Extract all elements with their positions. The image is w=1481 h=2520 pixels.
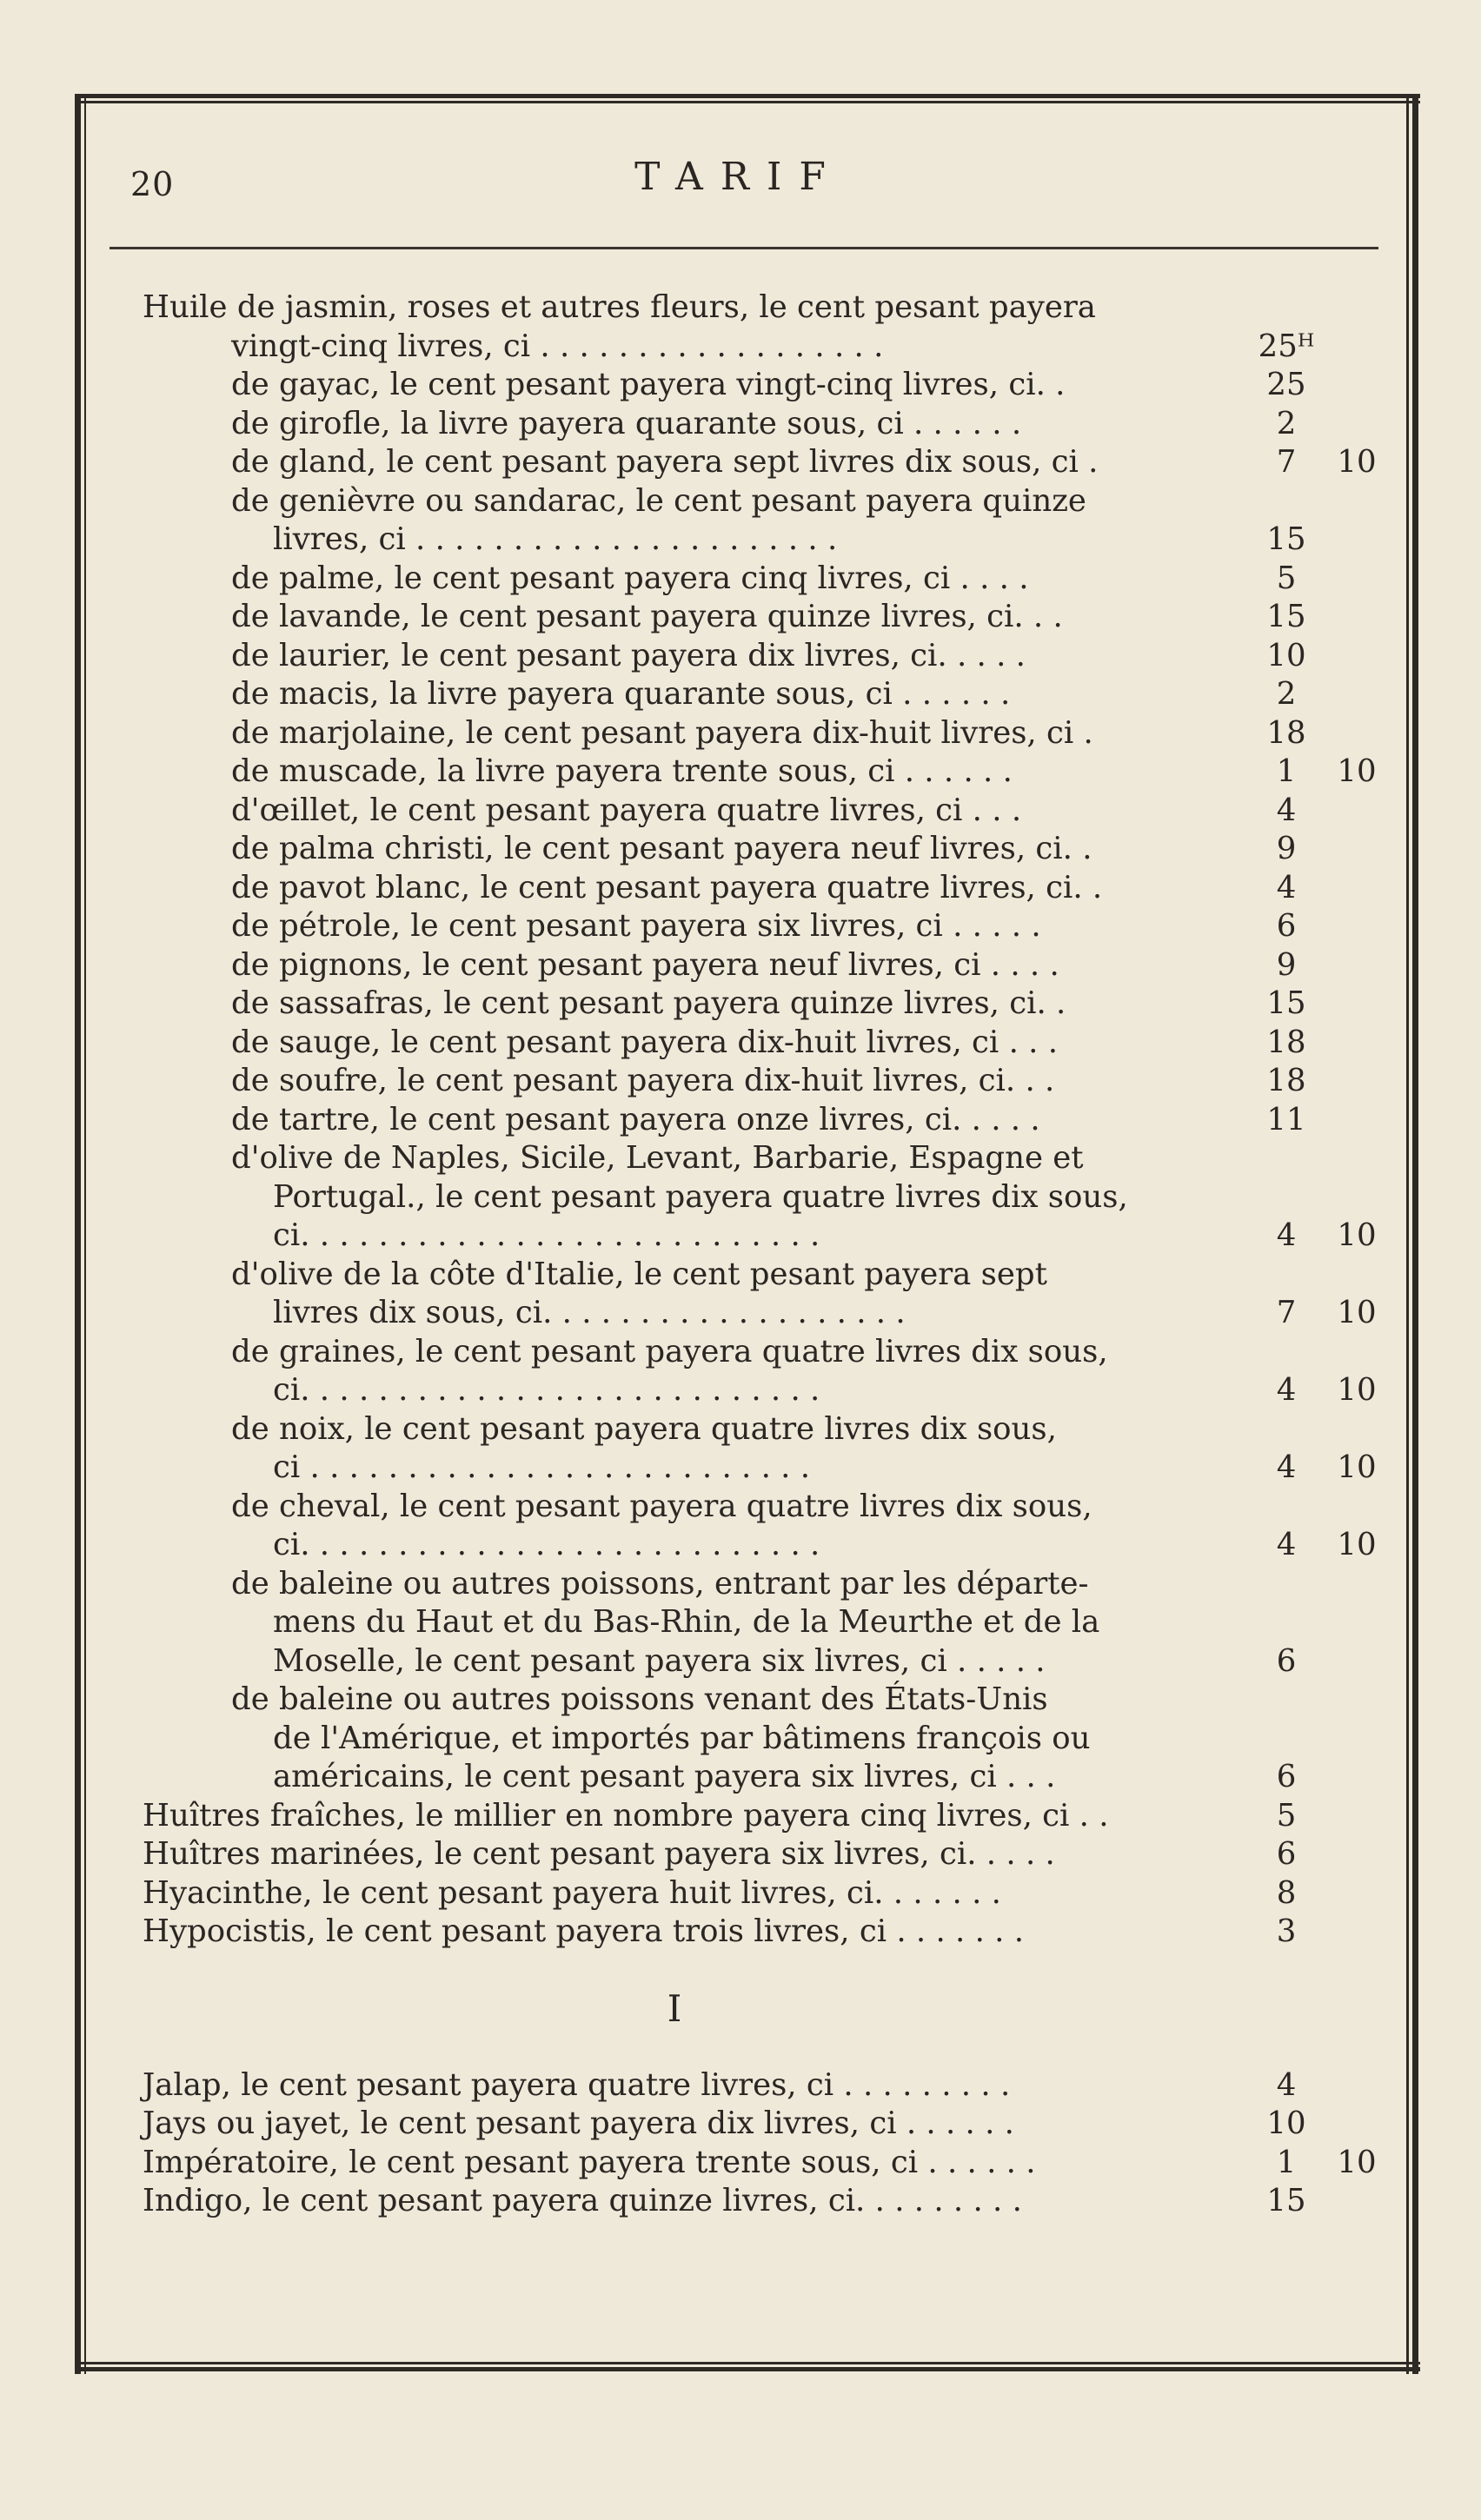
- tariff-entry: [118, 482, 1396, 560]
- tariff-entry: [118, 1681, 1396, 1797]
- price-livres: 4: [1276, 869, 1297, 905]
- entry-text-line: ci. . . . . . . . . . . . . . . . . . . . . . . . . . .: [273, 1372, 820, 1408]
- price-livres: 4: [1276, 1217, 1297, 1253]
- entry-text-line: Indigo, le cent pesant payera quinze livres, ci. . . . . . . . .: [143, 2183, 1022, 2218]
- price-livres: 8: [1276, 1874, 1297, 1911]
- tariff-entry: [118, 1256, 1396, 1333]
- entry-text-line: Hyacinthe, le cent pesant payera huit livres, ci. . . . . . .: [143, 1874, 1001, 1911]
- entry-text-line: de soufre, le cent pesant payera dix-huit livres, ci. . .: [231, 1063, 1055, 1098]
- entry-text-line: de baleine ou autres poissons venant des États-Unis: [231, 1681, 1048, 1717]
- price-livres: 9: [1276, 831, 1297, 866]
- tariff-entry: [118, 869, 1396, 908]
- tariff-entry: [118, 598, 1396, 637]
- entry-text-line: ci . . . . . . . . . . . . . . . . . . . . . . . . . .: [273, 1449, 811, 1485]
- entry-text-line: de baleine ou autres poissons, entrant par les départe-: [231, 1565, 1089, 1602]
- tariff-entry: [118, 443, 1396, 482]
- price-sous: 10: [1337, 1449, 1377, 1485]
- price-livres: 15: [1266, 599, 1306, 634]
- entry-text-line: américains, le cent pesant payera six livres, ci . . .: [273, 1759, 1056, 1794]
- price-livres: 4: [1276, 1449, 1297, 1485]
- price-livres: 2: [1276, 405, 1297, 441]
- frame-border-right: [1401, 94, 1420, 2374]
- tariff-entry: [118, 985, 1396, 1024]
- entry-text-line: de pavot blanc, le cent pesant payera quatre livres, ci. .: [231, 869, 1103, 905]
- price-livres: 25ᴴ: [1258, 328, 1315, 364]
- entry-text-line: livres, ci . . . . . . . . . . . . . . . . . . . . . .: [273, 521, 838, 557]
- tariff-entry: [118, 946, 1396, 985]
- entry-text-line: de lavande, le cent pesant payera quinze livres, ci. . .: [231, 599, 1063, 634]
- entry-text-line: de cheval, le cent pesant payera quatre livres dix sous,: [231, 1488, 1092, 1524]
- tariff-entry: [118, 637, 1396, 676]
- price-sous: 10: [1337, 1527, 1377, 1562]
- price-livres: 7: [1276, 444, 1297, 480]
- price-livres: 10: [1266, 2106, 1306, 2141]
- entry-text-line: d'olive de Naples, Sicile, Levant, Barbarie, Espagne et: [231, 1140, 1084, 1176]
- entry-text-line: mens du Haut et du Bas-Rhin, de la Meurthe et de la: [273, 1604, 1100, 1640]
- price-livres: 7: [1276, 1295, 1297, 1330]
- entries-i: [118, 2066, 1396, 2221]
- section-letter: I: [667, 1986, 682, 2030]
- price-sous: 10: [1337, 1217, 1377, 1253]
- entry-text-line: de gayac, le cent pesant payera vingt-cinq livres, ci. .: [231, 367, 1066, 402]
- entry-text-line: Portugal., le cent pesant payera quatre livres dix sous,: [273, 1178, 1128, 1215]
- tariff-entry: [118, 830, 1396, 869]
- tariff-entry: [118, 792, 1396, 831]
- tariff-entry: [118, 405, 1396, 444]
- tariff-entry: [118, 1333, 1396, 1410]
- entry-text-line: de noix, le cent pesant payera quatre livres dix sous,: [231, 1410, 1057, 1447]
- tariff-entry: [118, 288, 1396, 366]
- entry-text-line: de sauge, le cent pesant payera dix-huit livres, ci . . .: [231, 1024, 1058, 1060]
- entry-text-line: Huile de jasmin, roses et autres fleurs, le cent pesant payera: [143, 289, 1096, 325]
- price-livres: 6: [1276, 1759, 1297, 1794]
- entry-text-line: de sassafras, le cent pesant payera quinze livres, ci. .: [231, 985, 1066, 1021]
- tariff-entry: [118, 1062, 1396, 1101]
- price-livres: 4: [1276, 1527, 1297, 1562]
- price-livres: 15: [1266, 2183, 1306, 2218]
- tariff-entry: [118, 1565, 1396, 1681]
- entry-text-line: de genièvre ou sandarac, le cent pesant payera quinze: [231, 482, 1086, 519]
- price-livres: 18: [1266, 714, 1306, 751]
- entry-text-line: de palme, le cent pesant payera cinq livres, ci . . . .: [231, 560, 1029, 596]
- entry-text-line: Moselle, le cent pesant payera six livres, ci . . . . .: [273, 1642, 1046, 1679]
- price-livres: 4: [1276, 1372, 1297, 1408]
- tariff-entry: [118, 1024, 1396, 1063]
- tariff-entry: [118, 675, 1396, 714]
- frame-border-left: [75, 94, 89, 2374]
- tariff-entry: [118, 2182, 1396, 2221]
- entry-text-line: Huîtres fraîches, le millier en nombre payera cinq livres, ci . .: [143, 1797, 1109, 1834]
- entry-text-line: Jalap, le cent pesant payera quatre livres, ci . . . . . . . . .: [143, 2066, 1011, 2103]
- entry-text-line: de gland, le cent pesant payera sept livres dix sous, ci .: [231, 444, 1099, 480]
- frame-border-top: [75, 94, 1420, 106]
- tariff-entry: [118, 1913, 1396, 1952]
- price-livres: 15: [1266, 521, 1306, 557]
- entry-text-line: Hypocistis, le cent pesant payera trois livres, ci . . . . . . .: [143, 1913, 1025, 1949]
- price-livres: 6: [1276, 1642, 1297, 1679]
- header-rule: [110, 247, 1378, 249]
- price-sous: 10: [1337, 753, 1377, 789]
- tariff-entry: [118, 1835, 1396, 1874]
- price-livres: 4: [1276, 792, 1297, 828]
- page-number: 20: [130, 165, 175, 203]
- entry-text-line: de macis, la livre payera quarante sous, ci . . . . . .: [231, 676, 1011, 712]
- price-sous: 10: [1337, 2144, 1377, 2180]
- price-livres: 15: [1266, 985, 1306, 1021]
- tariff-entry: [118, 1139, 1396, 1256]
- price-livres: 11: [1266, 1101, 1306, 1137]
- tariff-list: [118, 288, 1396, 2221]
- entry-text-line: de muscade, la livre payera trente sous, ci . . . . . .: [231, 753, 1013, 789]
- frame-border-bottom: [75, 2362, 1420, 2374]
- price-livres: 6: [1276, 1836, 1297, 1872]
- entry-text-line: de tartre, le cent pesant payera onze livres, ci. . . . .: [231, 1101, 1040, 1137]
- price-livres: 3: [1276, 1913, 1297, 1949]
- entry-text-line: ci. . . . . . . . . . . . . . . . . . . . . . . . . . .: [273, 1527, 820, 1562]
- price-livres: 5: [1276, 1797, 1297, 1834]
- tariff-entry: [118, 753, 1396, 792]
- price-livres: 5: [1276, 560, 1297, 596]
- entry-text-line: Impératoire, le cent pesant payera trente sous, ci . . . . . .: [143, 2144, 1036, 2180]
- price-livres: 25: [1266, 367, 1306, 402]
- entry-text-line: de laurier, le cent pesant payera dix livres, ci. . . . .: [231, 637, 1026, 673]
- entry-text-line: livres dix sous, ci. . . . . . . . . . . . . . . . . . .: [273, 1295, 906, 1330]
- price-livres: 9: [1276, 946, 1297, 983]
- tariff-entry: [118, 2144, 1396, 2183]
- entry-text-line: d'œillet, le cent pesant payera quatre livres, ci . . .: [231, 792, 1022, 828]
- price-livres: 1: [1276, 2144, 1297, 2180]
- entry-text-line: de l'Amérique, et importés par bâtimens françois ou: [273, 1720, 1091, 1756]
- price-livres: 1: [1276, 753, 1297, 789]
- price-livres: 4: [1276, 2066, 1297, 2103]
- tariff-entry: [118, 1410, 1396, 1488]
- tariff-entry: [118, 1797, 1396, 1836]
- tariff-entry: [118, 2105, 1396, 2144]
- price-sous: 10: [1337, 444, 1377, 480]
- tariff-entry: [118, 714, 1396, 753]
- price-livres: 18: [1266, 1024, 1306, 1060]
- price-sous: 10: [1337, 1295, 1377, 1330]
- entry-text-line: vingt-cinq livres, ci . . . . . . . . . . . . . . . . . .: [231, 328, 884, 364]
- entry-text-line: de palma christi, le cent pesant payera neuf livres, ci. .: [231, 831, 1092, 866]
- entries-h: [118, 288, 1396, 1952]
- tariff-entry: [118, 907, 1396, 946]
- price-livres: 6: [1276, 908, 1297, 944]
- price-livres: 2: [1276, 676, 1297, 712]
- price-sous: 10: [1337, 1372, 1377, 1408]
- entry-text-line: de marjolaine, le cent pesant payera dix-huit livres, ci .: [231, 714, 1093, 751]
- entry-text-line: de pétrole, le cent pesant payera six livres, ci . . . . .: [231, 908, 1041, 944]
- tariff-entry: [118, 1874, 1396, 1913]
- tariff-entry: [118, 560, 1396, 599]
- tariff-entry: [118, 2066, 1396, 2106]
- price-livres: 18: [1266, 1063, 1306, 1098]
- price-livres: 10: [1266, 637, 1306, 673]
- tariff-entry: [118, 1488, 1396, 1565]
- entry-text-line: d'olive de la côte d'Italie, le cent pesant payera sept: [231, 1256, 1047, 1292]
- tariff-entry: [118, 1101, 1396, 1140]
- entry-text-line: de girofle, la livre payera quarante sous, ci . . . . . .: [231, 405, 1022, 441]
- entry-text-line: ci. . . . . . . . . . . . . . . . . . . . . . . . . . .: [273, 1217, 820, 1253]
- entry-text-line: Huîtres marinées, le cent pesant payera six livres, ci. . . . .: [143, 1836, 1055, 1872]
- entry-text-line: Jays ou jayet, le cent pesant payera dix livres, ci . . . . . .: [143, 2106, 1014, 2141]
- running-title: TARIF: [634, 155, 843, 199]
- entry-text-line: de pignons, le cent pesant payera neuf livres, ci . . . .: [231, 946, 1059, 983]
- tariff-entry: [118, 366, 1396, 405]
- entry-text-line: de graines, le cent pesant payera quatre livres dix sous,: [231, 1333, 1108, 1369]
